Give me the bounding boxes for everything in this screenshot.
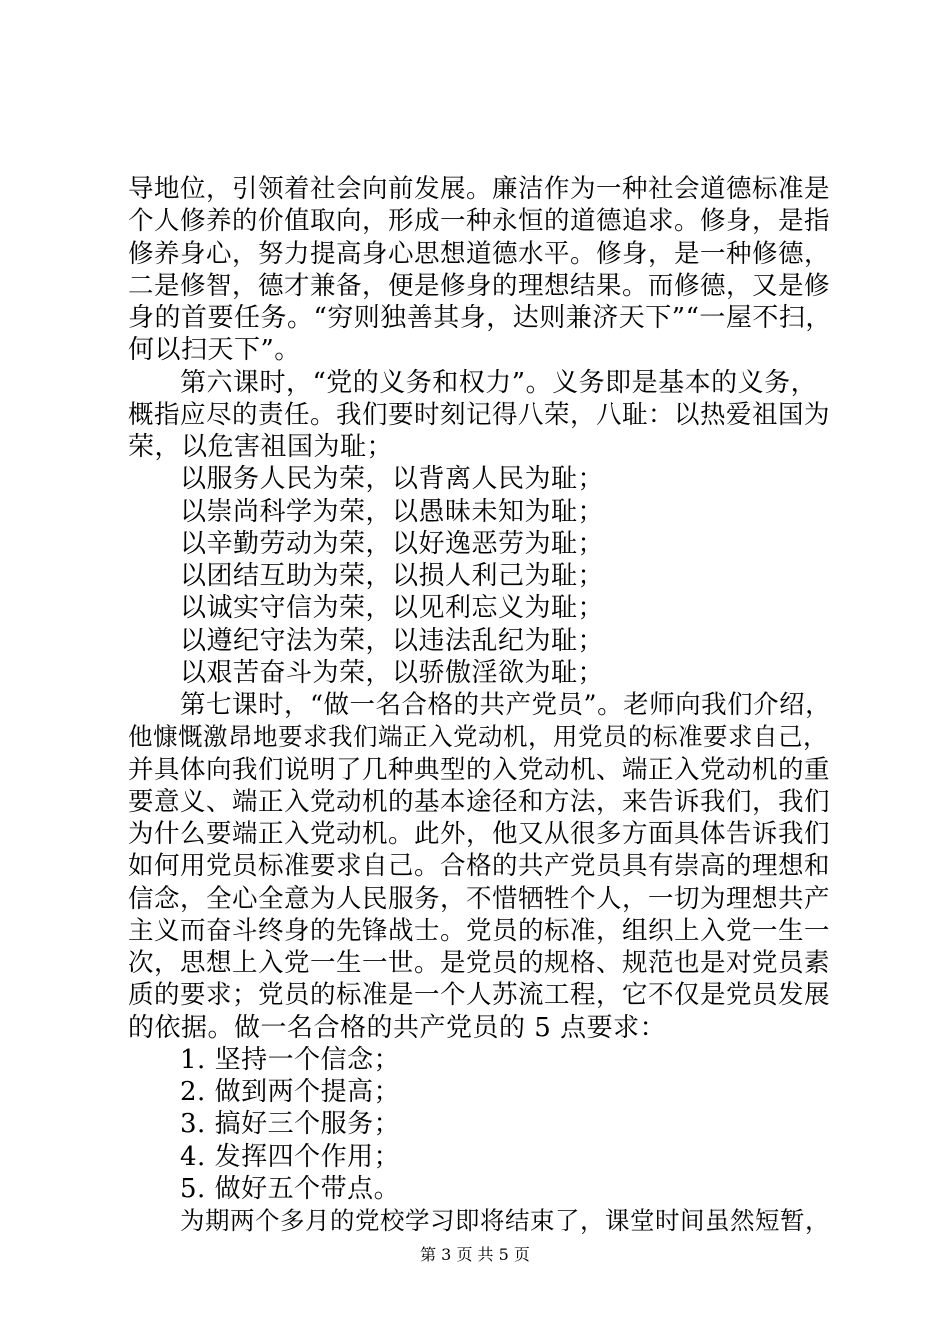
text-line: 1. 坚持一个信念； [180,1044,401,1075]
text-line: 以艰苦奋斗为荣，以骄傲淫欲为耻； [180,657,605,688]
text-line: 以团结互助为荣，以损人利己为耻； [180,561,605,591]
text-line: 为什么要端正入党动机。此外，他又从很多方面具体告诉我们 [128,819,831,849]
text-line: 5. 做好五个带点。 [180,1173,401,1204]
text-line: 次，思想上入党一生一世。是党员的规格、规范也是对党员素 [128,948,831,978]
text-line: 他慷慨激昂地要求我们端正入党动机，用党员的标准要求自己， [128,722,828,752]
document-body [128,173,833,1237]
text-line: 3. 搞好三个服务； [180,1109,401,1140]
text-line: 如何用党员标准要求自己。合格的共产党员具有崇高的理想和 [128,851,831,882]
text-line: 荣，以危害祖国为耻； [128,432,394,462]
text-line: 身的首要任务。“穷则独善其身，达则兼济天下”“一屋不扫， [128,303,832,333]
text-line: 个人修养的价值取向，形成一种永恒的道德追求。修身，是指 [128,206,831,237]
text-line: 的依据。做一名合格的共产党员的 5 点要求： [128,1012,667,1043]
text-line: 并具体向我们说明了几种典型的入党动机、端正入党动机的重 [128,754,831,785]
text-line: 第六课时，“党的义务和权力”。义务即是基本的义务， [180,367,818,398]
text-line: 主义而奋斗终身的先锋战士。党员的标准，组织上入党一生一 [128,915,831,946]
page-footer: 第 3 页 共 5 页 [420,1245,530,1264]
text-line: 以遵纪守法为荣，以违法乱纪为耻； [180,625,605,656]
text-line: 2. 做到两个提高； [180,1077,401,1107]
text-line: 以诚实守信为荣，以见利忘义为耻； [180,593,605,624]
text-line: 二是修智，德才兼备，便是修身的理想结果。而修德，又是修 [128,270,831,301]
text-line: 要意义、端正入党动机的基本途径和方法，来告诉我们，我们 [128,786,831,817]
text-line: 何以扫天下”。 [128,335,301,366]
text-line: 修养身心，努力提高身心思想道德水平。修身，是一种修德， [128,238,831,269]
text-line: 以服务人民为荣，以背离人民为耻； [180,464,605,495]
text-line: 导地位，引领着社会向前发展。廉洁作为一种社会道德标准是 [128,174,831,204]
text-line: 质的要求；党员的标准是一个人苏流工程，它不仅是党员发展 [128,980,831,1011]
text-line: 第七课时，“做一名合格的共产党员”。老师向我们介绍， [180,690,832,720]
text-line: 以辛勤劳动为荣，以好逸恶劳为耻； [180,528,605,559]
text-line: 以崇尚科学为荣，以愚昧未知为耻； [180,496,605,527]
text-line: 概指应尽的责任。我们要时刻记得八荣，八耻：以热爱祖国为 [128,399,831,430]
text-line: 为期两个多月的党校学习即将结束了，课堂时间虽然短暂， [180,1206,830,1235]
text-line: 4. 发挥四个作用； [180,1141,401,1172]
text-line: 信念，全心全意为人民服务，不惜牺牲个人，一切为理想共产 [128,883,831,914]
